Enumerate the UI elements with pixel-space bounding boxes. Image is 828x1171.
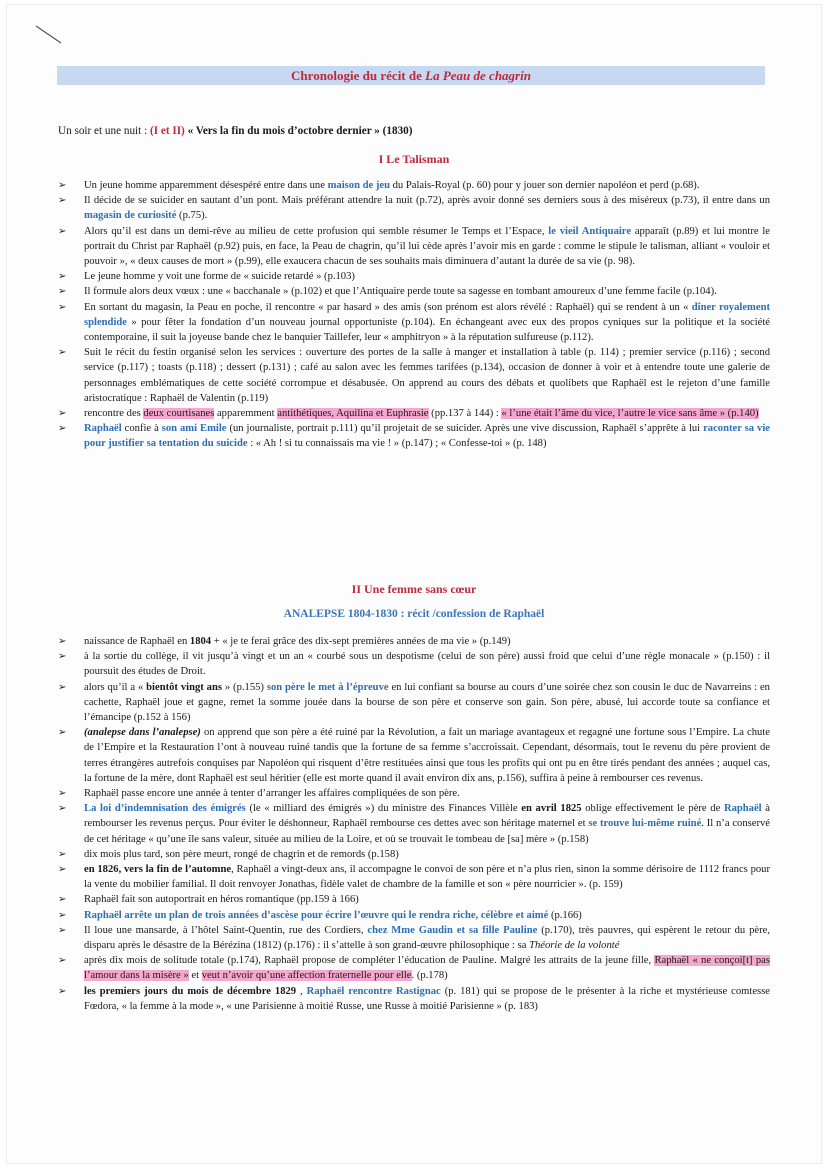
text-segment: le vieil Antiquaire [548, 225, 632, 237]
text-segment: Raphaël arrête un plan de trois années d’ascèse pour écrire l’œuvre qui le rendra riche, célèbre et aimé [84, 909, 549, 921]
list-item [58, 634, 770, 649]
arrow-bullet-icon: ➢ [58, 651, 67, 663]
list-item [58, 284, 770, 299]
list-item [58, 269, 770, 284]
list-item [58, 892, 770, 907]
time-frame-lead: Un soir et une nuit : [58, 125, 150, 137]
arrow-bullet-icon: ➢ [58, 195, 67, 207]
text-segment: , Raphaël a vingt-deux ans, il accompagne le convoi de son père et n’a plus rien, sinon la somme dérisoire de 1112 francs pour la vente du mobilier familial. Il doit renvoyer Jonathas, fidèle valet de chambre de la famille et son « père nourricier ». (p. 159) [84, 864, 770, 891]
text-segment: en 1826, vers la fin de l’automne [84, 864, 232, 876]
text-segment: les premiers jours du mois de décembre 1829 [84, 985, 297, 997]
text-segment: Le jeune homme y voit une forme de « suicide retardé » (p.103) [84, 271, 355, 283]
arrow-bullet-icon: ➢ [58, 803, 67, 815]
text-segment: raconter sa vie pour justifier sa tentation du suicide [84, 423, 770, 450]
text-segment: son père le met à l’épreuve [266, 681, 389, 693]
list-item [58, 193, 770, 223]
list-item [58, 862, 770, 892]
arrow-bullet-icon: ➢ [58, 727, 67, 739]
text-segment: veut n’avoir qu’une affection fraternelle pour elle [201, 970, 412, 982]
talisman-event-list [58, 178, 770, 452]
text-segment: (le « milliard des émigrés ») du ministre des Finances Villèle [245, 803, 522, 815]
title-work: La Peau de chagrin [425, 68, 531, 83]
text-segment: bientôt vingt ans [146, 681, 222, 693]
text-segment: (analepse dans l’analepse) [84, 727, 201, 739]
text-segment: Suit le récit du festin organisé selon les services : ouverture des portes de la salle à manger et installation à table (p. 114) ; premier service (p.116) ; second service (p.117) ; toasts (p.118) ; dessert (p.131) ; café au salon avec les femmes tarifées (p.134), occasion de donner à voir et à entendre toute une galerie de personnages emblématiques de cette société corrompue et désabusée. On apprend au cours des débats et quolibets que Raphaël est le rejeton d’une famille aristocratique : Raphaël de Valentin (p.119) [84, 347, 770, 404]
document-title [57, 66, 765, 85]
text-segment: (p.170), très pauvres, qui espèrent le retour du père, disparu après le désastre de la Bérézina (1812) (p.176) : il s’attelle à son grand-œuvre philosophique : sa [84, 924, 771, 952]
arrow-bullet-icon: ➢ [58, 909, 67, 921]
list-item [58, 300, 770, 346]
arrow-bullet-icon: ➢ [58, 848, 67, 860]
text-segment: (p. 181) qui se propose de le présenter à la riche et mystérieuse comtesse Fœdora, « la femme à la mode », « une Parisienne à moitié Russe, une Russe à moitié Parisienne » (p. 183) [84, 985, 770, 1012]
text-segment: en avril 1825 [521, 803, 582, 815]
arrow-bullet-icon: ➢ [58, 271, 67, 283]
text-segment: à rembourser les revenus perçus. Pour éviter le déshonneur, Raphaël rembourse ces dettes avec son héritage maternel et [84, 803, 771, 830]
text-segment: alors qu’il a « [84, 681, 147, 693]
page-corner-mark [34, 24, 64, 46]
arrow-bullet-icon: ➢ [58, 924, 67, 936]
list-item [58, 224, 770, 270]
text-segment: . Il n’a conservé de cet héritage « qu’une île sans valeur, située au milieu de la Loire, et où se trouvait le tombeau de [sa] mère » (p.158) [84, 818, 770, 845]
text-segment: Raphaël « ne conçoi[t] pas l’amour dans la misère » [84, 955, 770, 982]
text-segment: apparaît (p.89) et lui montre le portrait du Christ par Raphaël (p.92) puis, en face, la Peau de chagrin, qu’il lui cède après l’avoir mis en garde : comme le stipule le talisman, alliant « vouloir et pouvoir », « deux causes de mort » (p.99), elle exaucera chacun de ses souhaits mais diminuera d’autant la durée de sa vie (p. 98). [84, 225, 771, 268]
text-segment: « l’une était l’âme du vice, l’autre le vice sans âme » (p.140) [501, 408, 759, 420]
text-segment: Raphaël fait son autoportrait en héros romantique (pp.159 à 166) [84, 894, 359, 906]
text-segment: , [296, 985, 307, 997]
arrow-bullet-icon: ➢ [58, 788, 67, 800]
analepse-subheading: ANALEPSE 1804-1830 : récit /confession de Raphaël [283, 608, 545, 620]
text-segment: oblige effectivement le père de [581, 803, 724, 815]
text-segment: Théorie de la volonté [529, 940, 620, 952]
arrow-bullet-icon: ➢ [58, 864, 67, 876]
list-item [58, 421, 770, 451]
text-segment: Raphaël [723, 803, 762, 815]
text-segment: En sortant du magasin, la Peau en poche, il rencontre « par hasard » des amis (son prénom est alors révélé : Raphaël) qui se rendent à un « [84, 301, 692, 313]
section-heading-talisman: I Le Talisman [378, 152, 450, 166]
arrow-bullet-icon: ➢ [58, 301, 67, 313]
text-segment: à la sortie du collège, il vit jusqu’à vingt et un an « courbé sous un despotisme (celui de son père) aussi froid que celui d’une règle monacale » (p.150) : il poursuit des études de Droit. [84, 651, 770, 678]
arrow-bullet-icon: ➢ [58, 955, 67, 967]
text-segment: on apprend que son père a été ruiné par la Révolution, a fait un mariage avantageux et regagné une fortune sous l’Empire. La chute de l’Empire et la Restauration l’ont à nouveau ruiné tandis que la fortune de sa femme s’accroissait. Cependant, désormais, tout le revenu du père provient de terres étrangères autrefois conquises par Napoléon qui risquent d’être restituées ainsi que tous les profits qui ont pu en être tirés pendant des années ; auquel cas, la fortune de la mère, dont Raphaël est seul héritier (elle est morte quand il avait environ dix ans, p.156), suffira à peine à rembourser ces revenus. [84, 727, 770, 784]
list-item [58, 406, 770, 421]
arrow-bullet-icon: ➢ [58, 681, 67, 693]
text-segment: Il décide de se suicider en sautant d’un pont. Mais préférant attendre la nuit (p.72), après avoir donné ses derniers sous à des miséreux (p.73), il entre dans un [84, 195, 770, 207]
list-item [58, 680, 770, 726]
arrow-bullet-icon: ➢ [58, 423, 67, 435]
text-segment: maison de jeu [327, 180, 390, 191]
text-segment: Alors qu’il est dans un demi-rêve au milieu de cette profusion qui semble résumer le Temps et l’Espace, [84, 225, 549, 237]
text-segment: (pp.137 à 144) : [428, 408, 502, 420]
text-segment: . (p.178) [411, 970, 448, 982]
text-segment: Il loue une mansarde, à l’hôtel Saint-Quentin, rue des Cordiers, [84, 924, 368, 936]
text-segment: » pour fêter la fondation d’un nouveau journal opportuniste (p.104). En échangeant avec eux des propos cyniques sur la politique et la société contemporaine, il suit la joyeuse bande chez le banquier Taillefer, leur « amphitryon » à la réputation sulfureuse (p.112). [84, 316, 770, 344]
list-item [58, 847, 770, 862]
text-segment: Raphaël [84, 423, 122, 435]
arrow-bullet-icon: ➢ [58, 894, 67, 906]
section-heading-femme-sans-coeur: II Une femme sans cœur [351, 582, 477, 596]
text-segment: + « je te ferai grâce des dix-sept premières années de ma vie » (p.149) [211, 636, 511, 647]
arrow-bullet-icon: ➢ [58, 225, 67, 237]
time-frame-line [58, 125, 412, 137]
text-segment: son ami Emile [161, 423, 227, 435]
text-segment: se trouve lui-même ruiné [588, 818, 702, 830]
text-segment: La loi d’indemnisation des émigrés [84, 803, 246, 815]
text-segment: Raphaël passe encore une année à tenter d’arranger les affaires compliquées de son père. [84, 788, 460, 800]
arrow-bullet-icon: ➢ [58, 985, 67, 997]
list-item [58, 725, 770, 786]
text-segment: Il formule alors deux vœux : une « bacchanale » (p.102) et que l’Antiquaire perde toute sa sagesse en tombant amoureux d’une femme facile (p.104). [84, 286, 717, 298]
text-segment: Raphaël rencontre Rastignac [306, 985, 441, 997]
text-segment: du Palais-Royal (p. 60) pour y jouer son dernier napoléon et perd (p.68). [389, 180, 700, 191]
list-item [58, 649, 770, 679]
list-item [58, 178, 770, 193]
list-item [58, 908, 770, 923]
list-item [58, 786, 770, 801]
text-segment: dîner royalement splendide [84, 301, 770, 328]
text-segment: chez Mme Gaudin et sa fille Pauline [367, 924, 538, 936]
text-segment: confie à [121, 423, 162, 435]
text-segment: rencontre des [84, 408, 144, 420]
time-frame-quote: « Vers la fin du mois d’octobre dernier » (1830) [184, 125, 413, 137]
text-segment: en lui confiant sa bourse au cours d’une soirée chez son cousin le duc de Navarreins : en cachette, Raphaël joue et gagne, remet la somme jouée dans la bourse de son père et conserve son gain. Son père, abusé, lui accorde toute sa confiance et l’émancipe (p.152 à 156) [84, 681, 770, 724]
list-item [58, 953, 770, 983]
analepse-event-list [58, 634, 770, 1014]
arrow-bullet-icon: ➢ [58, 347, 67, 359]
text-segment: et [188, 970, 202, 982]
time-frame-parts: (I et II) [149, 125, 185, 137]
arrow-bullet-icon: ➢ [58, 408, 67, 420]
title-prefix: Chronologie du récit de [291, 68, 426, 83]
list-item [58, 984, 770, 1014]
arrow-bullet-icon: ➢ [58, 636, 67, 647]
arrow-bullet-icon: ➢ [58, 180, 67, 191]
text-segment: 1804 [189, 636, 212, 647]
text-segment: magasin de curiosité [84, 210, 177, 222]
text-segment: deux courtisanes [143, 408, 215, 420]
list-item [58, 345, 770, 406]
text-segment: après dix mois de solitude totale (p.174), Raphaël propose de compléter l’éducation de Pauline. Malgré les attraits de la jeune fille, [84, 955, 655, 967]
text-segment: : « Ah ! si tu connaissais ma vie ! » (p.147) ; « Confesse-toi » (p. 148) [247, 438, 547, 450]
text-segment: (un journaliste, portrait p.111) qu’il projetait de se suicider. Après une vive discussion, Raphaël s’apprête à lui [226, 423, 704, 435]
text-segment: (p.166) [548, 909, 582, 921]
text-segment: dix mois plus tard, son père meurt, rongé de chagrin et de remords (p.158) [84, 848, 399, 860]
arrow-bullet-icon: ➢ [58, 286, 67, 298]
list-item [58, 801, 770, 847]
text-segment: naissance de Raphaël en [84, 636, 190, 647]
text-segment: apparemment [214, 408, 278, 420]
text-segment: » (p.155) [221, 681, 267, 693]
text-segment: (p.75). [176, 210, 208, 222]
list-item [58, 923, 770, 953]
text-segment: antithétiques, Aquilina et Euphrasie [277, 408, 429, 420]
text-segment: Un jeune homme apparemment désespéré entre dans une [84, 180, 328, 191]
